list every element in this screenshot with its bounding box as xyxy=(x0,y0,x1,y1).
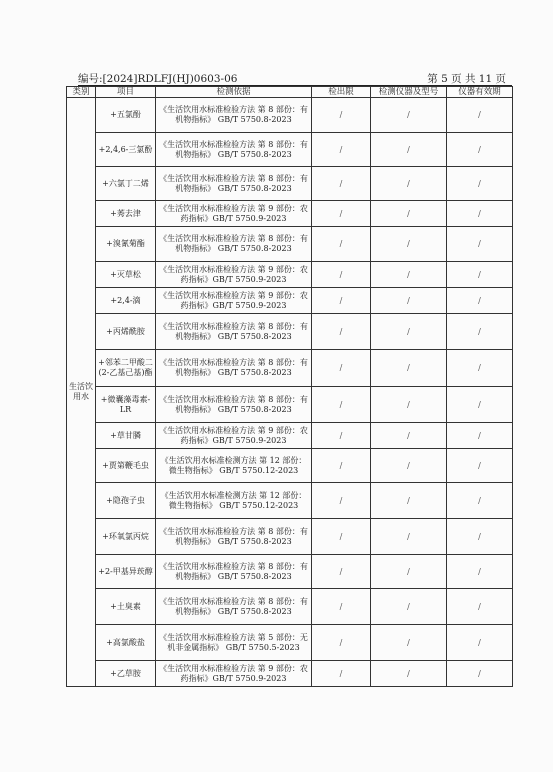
limit-cell: / xyxy=(312,167,371,201)
basis-cell: 《生活饮用水标准检验方法 第 8 部份：有机物指标》 GB/T 5750.8-2023 xyxy=(156,133,312,167)
limit-cell: / xyxy=(312,519,371,555)
instrument-cell: / xyxy=(371,423,447,449)
basis-cell: 《生活饮用水标准检验方法 第 8 部份：有机物指标》 GB/T 5750.8-2023 xyxy=(156,167,312,201)
validity-cell: / xyxy=(447,555,513,589)
item-cell: +贾第鞭毛虫 xyxy=(96,449,156,483)
item-cell: +高氯酸盐 xyxy=(96,625,156,661)
limit-cell: / xyxy=(312,288,371,314)
limit-cell: / xyxy=(312,555,371,589)
instrument-cell: / xyxy=(371,314,447,350)
instrument-cell: / xyxy=(371,201,447,227)
item-cell: +草甘膦 xyxy=(96,423,156,449)
basis-cell: 《生活饮用水标准检测方法 第 12 部份：微生物指标》 GB/T 5750.12-2023 xyxy=(156,449,312,483)
item-cell: +环氧氯丙烷 xyxy=(96,519,156,555)
item-cell: +乙草胺 xyxy=(96,661,156,687)
limit-cell: / xyxy=(312,133,371,167)
basis-cell: 《生活饮用水标准检验方法 第 8 部份：有机物指标》 GB/T 5750.8-2023 xyxy=(156,589,312,625)
validity-cell: / xyxy=(447,314,513,350)
validity-cell: / xyxy=(447,201,513,227)
basis-cell: 《生活饮用水标准检测方法 第 12 部份：微生物指标》 GB/T 5750.12-2023 xyxy=(156,483,312,519)
instrument-cell: / xyxy=(371,350,447,387)
limit-cell: / xyxy=(312,483,371,519)
page-header xyxy=(78,73,512,85)
item-cell: +土臭素 xyxy=(96,589,156,625)
validity-cell: / xyxy=(447,483,513,519)
item-cell: +隐孢子虫 xyxy=(96,483,156,519)
table-row xyxy=(67,661,513,687)
validity-cell: / xyxy=(447,387,513,423)
validity-cell: / xyxy=(447,423,513,449)
limit-cell: / xyxy=(312,350,371,387)
basis-cell: 《生活饮用水标准检验方法 第 9 部份：农药指标》GB/T 5750.9-2023 xyxy=(156,262,312,288)
validity-cell: / xyxy=(447,661,513,687)
instrument-cell: / xyxy=(371,661,447,687)
table-row xyxy=(67,423,513,449)
limit-cell: / xyxy=(312,423,371,449)
validity-cell: / xyxy=(447,133,513,167)
validity-cell: / xyxy=(447,519,513,555)
column-header-instrument: 检测仪器及型号 xyxy=(371,87,447,98)
basis-cell: 《生活饮用水标准检验方法 第 8 部份：有机物指标》 GB/T 5750.8-2023 xyxy=(156,227,312,262)
item-cell: +2-甲基异莰醇 xyxy=(96,555,156,589)
validity-cell: / xyxy=(447,449,513,483)
instrument-cell: / xyxy=(371,227,447,262)
test-basis-table xyxy=(66,86,513,687)
limit-cell: / xyxy=(312,201,371,227)
basis-cell: 《生活饮用水标准检验方法 第 8 部份：有机物指标》 GB/T 5750.8-2023 xyxy=(156,387,312,423)
category-cell: 生活饮用水 xyxy=(67,98,96,687)
table-row xyxy=(67,227,513,262)
table-header-row xyxy=(67,87,513,98)
table-row xyxy=(67,555,513,589)
limit-cell: / xyxy=(312,449,371,483)
item-cell: +微囊藻毒素-LR xyxy=(96,387,156,423)
limit-cell: / xyxy=(312,227,371,262)
validity-cell: / xyxy=(447,625,513,661)
instrument-cell: / xyxy=(371,589,447,625)
item-cell: +灭草松 xyxy=(96,262,156,288)
item-cell: +丙烯酰胺 xyxy=(96,314,156,350)
instrument-cell: / xyxy=(371,387,447,423)
instrument-cell: / xyxy=(371,262,447,288)
instrument-cell: / xyxy=(371,98,447,133)
basis-cell: 《生活饮用水标准检验方法 第 5 部份：无机非金属指标》 GB/T 5750.5-2023 xyxy=(156,625,312,661)
validity-cell: / xyxy=(447,288,513,314)
table-row xyxy=(67,625,513,661)
validity-cell: / xyxy=(447,262,513,288)
table-row xyxy=(67,262,513,288)
limit-cell: / xyxy=(312,589,371,625)
instrument-cell: / xyxy=(371,555,447,589)
column-header-item: 项目 xyxy=(96,87,156,98)
instrument-cell: / xyxy=(371,288,447,314)
item-cell: +2,4,6-三氯酚 xyxy=(96,133,156,167)
table-row xyxy=(67,449,513,483)
column-header-category: 类别 xyxy=(67,87,96,98)
basis-cell: 《生活饮用水标准检验方法 第 9 部份：农药指标》GB/T 5750.9-2023 xyxy=(156,423,312,449)
page-info: 第 5 页 共 11 页 xyxy=(427,73,506,85)
table-row xyxy=(67,133,513,167)
limit-cell: / xyxy=(312,314,371,350)
basis-cell: 《生活饮用水标准检验方法 第 9 部份：农药指标》GB/T 5750.9-2023 xyxy=(156,661,312,687)
instrument-cell: / xyxy=(371,483,447,519)
validity-cell: / xyxy=(447,98,513,133)
limit-cell: / xyxy=(312,661,371,687)
table-row xyxy=(67,98,513,133)
table-row xyxy=(67,201,513,227)
instrument-cell: / xyxy=(371,133,447,167)
item-cell: +莠去津 xyxy=(96,201,156,227)
table-row xyxy=(67,167,513,201)
basis-cell: 《生活饮用水标准检验方法 第 8 部份：有机物指标》 GB/T 5750.8-2023 xyxy=(156,314,312,350)
column-header-basis: 检测依据 xyxy=(156,87,312,98)
basis-cell: 《生活饮用水标准检验方法 第 8 部份：有机物指标》 GB/T 5750.8-2023 xyxy=(156,555,312,589)
limit-cell: / xyxy=(312,98,371,133)
basis-cell: 《生活饮用水标准检验方法 第 9 部份：农药指标》GB/T 5750.9-2023 xyxy=(156,288,312,314)
table-row xyxy=(67,288,513,314)
validity-cell: / xyxy=(447,227,513,262)
basis-cell: 《生活饮用水标准检验方法 第 8 部份：有机物指标》 GB/T 5750.8-2023 xyxy=(156,98,312,133)
column-header-validity: 仪器有效期 xyxy=(447,87,513,98)
table-row xyxy=(67,519,513,555)
instrument-cell: / xyxy=(371,519,447,555)
table-row xyxy=(67,589,513,625)
column-header-limit: 检出限 xyxy=(312,87,371,98)
item-cell: +2,4-滴 xyxy=(96,288,156,314)
basis-cell: 《生活饮用水标准检验方法 第 9 部份：农药指标》GB/T 5750.9-2023 xyxy=(156,201,312,227)
instrument-cell: / xyxy=(371,449,447,483)
table-row xyxy=(67,350,513,387)
validity-cell: / xyxy=(447,589,513,625)
basis-cell: 《生活饮用水标准检验方法 第 8 部份：有机物指标》 GB/T 5750.8-2023 xyxy=(156,519,312,555)
table-row xyxy=(67,387,513,423)
instrument-cell: / xyxy=(371,167,447,201)
report-number: 编号:[2024]RDLFJ(HJ)0603-06 xyxy=(78,73,238,85)
basis-cell: 《生活饮用水标准检验方法 第 8 部份：有机物指标》 GB/T 5750.8-2023 xyxy=(156,350,312,387)
item-cell: +溴氰菊酯 xyxy=(96,227,156,262)
limit-cell: / xyxy=(312,625,371,661)
instrument-cell: / xyxy=(371,625,447,661)
limit-cell: / xyxy=(312,387,371,423)
validity-cell: / xyxy=(447,350,513,387)
validity-cell: / xyxy=(447,167,513,201)
item-cell: +六氯丁二烯 xyxy=(96,167,156,201)
table-row xyxy=(67,314,513,350)
table-row xyxy=(67,483,513,519)
limit-cell: / xyxy=(312,262,371,288)
item-cell: +邻苯二甲酸二(2-乙基己基)酯 xyxy=(96,350,156,387)
item-cell: +五氯酚 xyxy=(96,98,156,133)
